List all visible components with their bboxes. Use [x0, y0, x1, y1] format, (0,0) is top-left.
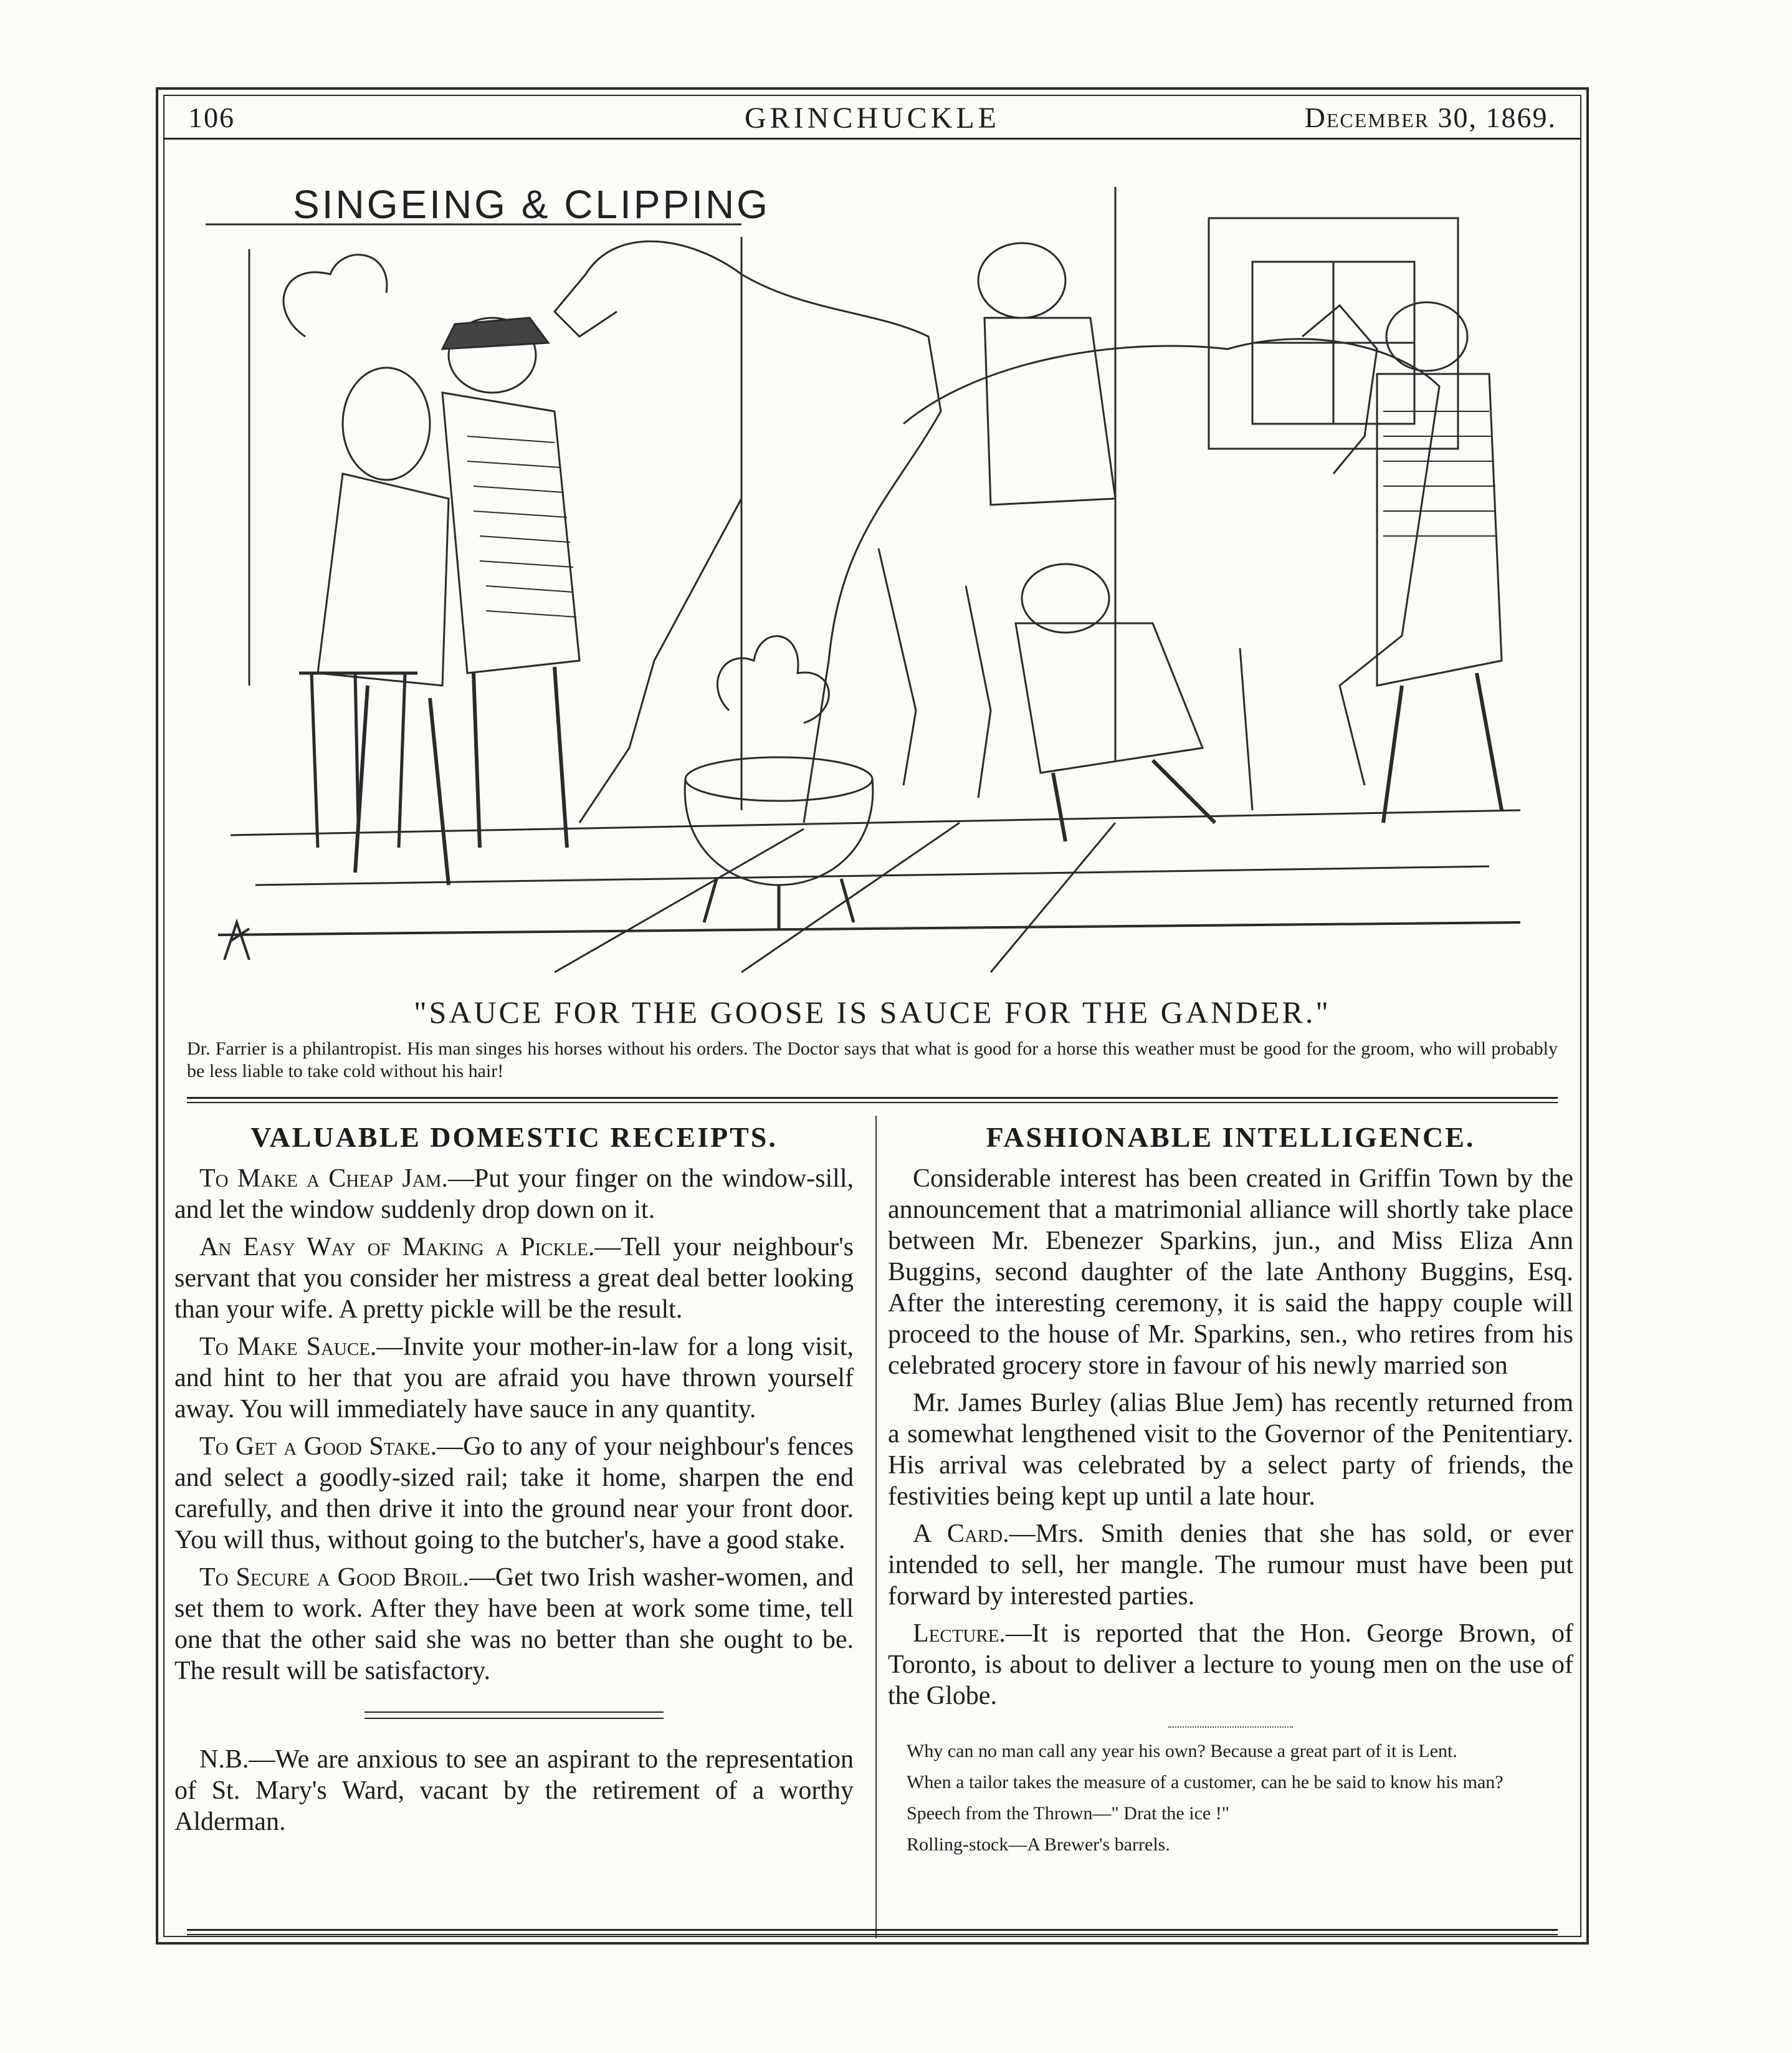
cartoon-title: "SAUCE FOR THE GOOSE IS SAUCE FOR THE GANDER."	[414, 995, 1331, 1030]
left-column	[174, 1122, 854, 1844]
receipt-lead: To Get a Good Stake.	[199, 1432, 437, 1461]
receipt-paragraph	[174, 1331, 854, 1425]
receipt-paragraph	[174, 1232, 854, 1325]
news-paragraph	[888, 1518, 1573, 1612]
news-paragraph	[888, 1387, 1573, 1512]
receipt-paragraph	[174, 1163, 854, 1225]
bottom-rule	[187, 1929, 1558, 1935]
news-lead: A Card.	[913, 1519, 1009, 1548]
news-text: Mr. James Burley (alias Blue Jem) has recently returned from a somewhat lengthened visit to the Governor of the Penitentiary. His arrival was celebrated by a select party of friends, the festivities being kept up until a late hour.	[888, 1389, 1573, 1511]
receipt-text: —Get two Irish washer-women, and set them to work. After they have been at work some time, tell one that the other said she was no better than she ought to be. The result will be satisfactory.	[174, 1563, 854, 1685]
cartoon-caption: Dr. Farrier is a philantropist. His man singes his horses without his orders. The Doctor says that what is good for a horse this weather must be good for the groom, who will probably be less liable to take cold without his hair!	[187, 1038, 1558, 1081]
news-text: Considerable interest has been created in Griffin Town by the announcement that a matrimonial alliance will shortly take place between Mr. Ebenezer Sparkins, jun., and Miss Eliza Ann Buggins, second daughter of the late Anthony Buggins, Esq. After the interesting ceremony, it is said the happy couple will proceed to the house of Mr. Sparkins, sen., who retires from his celebrated grocery store in favour of his newly married son	[888, 1164, 1573, 1380]
news-lead: Lecture.	[913, 1619, 1006, 1648]
receipt-paragraph	[174, 1562, 854, 1687]
news-text: —Mrs. Smith denies that she has sold, or ever intended to sell, her mangle. The rumour must have been put forward by interested parties.	[888, 1519, 1573, 1610]
column-divider	[875, 1116, 877, 1938]
joke-paragraph: When a tailor takes the measure of a customer, can he be said to know his man?	[907, 1772, 1504, 1792]
issue-date: December 30, 1869.	[1304, 102, 1556, 133]
receipt-text: —Go to any of your neighbour's fences and select a goodly-sized rail; take it home, sharpen the end carefully, and then drive it into the ground near your front door. You will thus, without going to the butcher's, have a good stake.	[174, 1432, 854, 1554]
receipt-lead: To Make a Cheap Jam.	[199, 1164, 448, 1193]
joke-paragraph: Rolling-stock—A Brewer's barrels.	[907, 1834, 1170, 1855]
receipt-lead: To Secure a Good Broil.	[199, 1563, 469, 1592]
receipt-paragraph	[174, 1431, 854, 1556]
receipt-text: —Tell your neighbour's servant that you consider her mistress a great deal better looking than your wife. A pretty pickle will be the result.	[174, 1233, 854, 1324]
page-number: 106	[188, 102, 235, 133]
news-text: —It is reported that the Hon. George Brown, of Toronto, is about to deliver a lecture to young men on the use of the Globe.	[888, 1619, 1573, 1710]
cartoon-illustration	[181, 150, 1564, 979]
receipts-heading: VALUABLE DOMESTIC RECEIPTS.	[250, 1121, 778, 1153]
receipt-lead: An Easy Way of Making a Pickle.	[199, 1233, 595, 1261]
section-rule	[187, 1097, 1558, 1103]
dotted-rule	[1168, 1726, 1293, 1728]
receipt-text: —Put your finger on the window-sill, and let the window suddenly drop down on it.	[174, 1164, 854, 1224]
short-rule	[365, 1711, 664, 1719]
fashionable-heading: FASHIONABLE INTELLIGENCE.	[986, 1121, 1475, 1153]
right-column	[888, 1122, 1573, 1865]
masthead	[163, 95, 1581, 140]
news-paragraph	[888, 1618, 1573, 1711]
receipt-text: —Invite your mother-in-law for a long visit, and hint to her that you are afraid you have thrown yourself away. You will immediately have sauce in any quantity.	[174, 1333, 854, 1424]
joke-paragraph: Speech from the Thrown—" Drat the ice !"	[907, 1803, 1229, 1824]
news-paragraph	[888, 1163, 1573, 1381]
shop-sign: SINGEING & CLIPPING	[293, 182, 770, 227]
nb-paragraph: N.B.—We are anxious to see an aspirant to the representation of St. Mary's Ward, vacant by the retirement of a worthy Alderman.	[174, 1745, 854, 1836]
joke-paragraph: Why can no man call any year his own? Because a great part of it is Lent.	[907, 1741, 1457, 1761]
receipt-lead: To Make Sauce.	[199, 1333, 377, 1361]
journal-title: GRINCHUCKLE	[745, 102, 1000, 135]
